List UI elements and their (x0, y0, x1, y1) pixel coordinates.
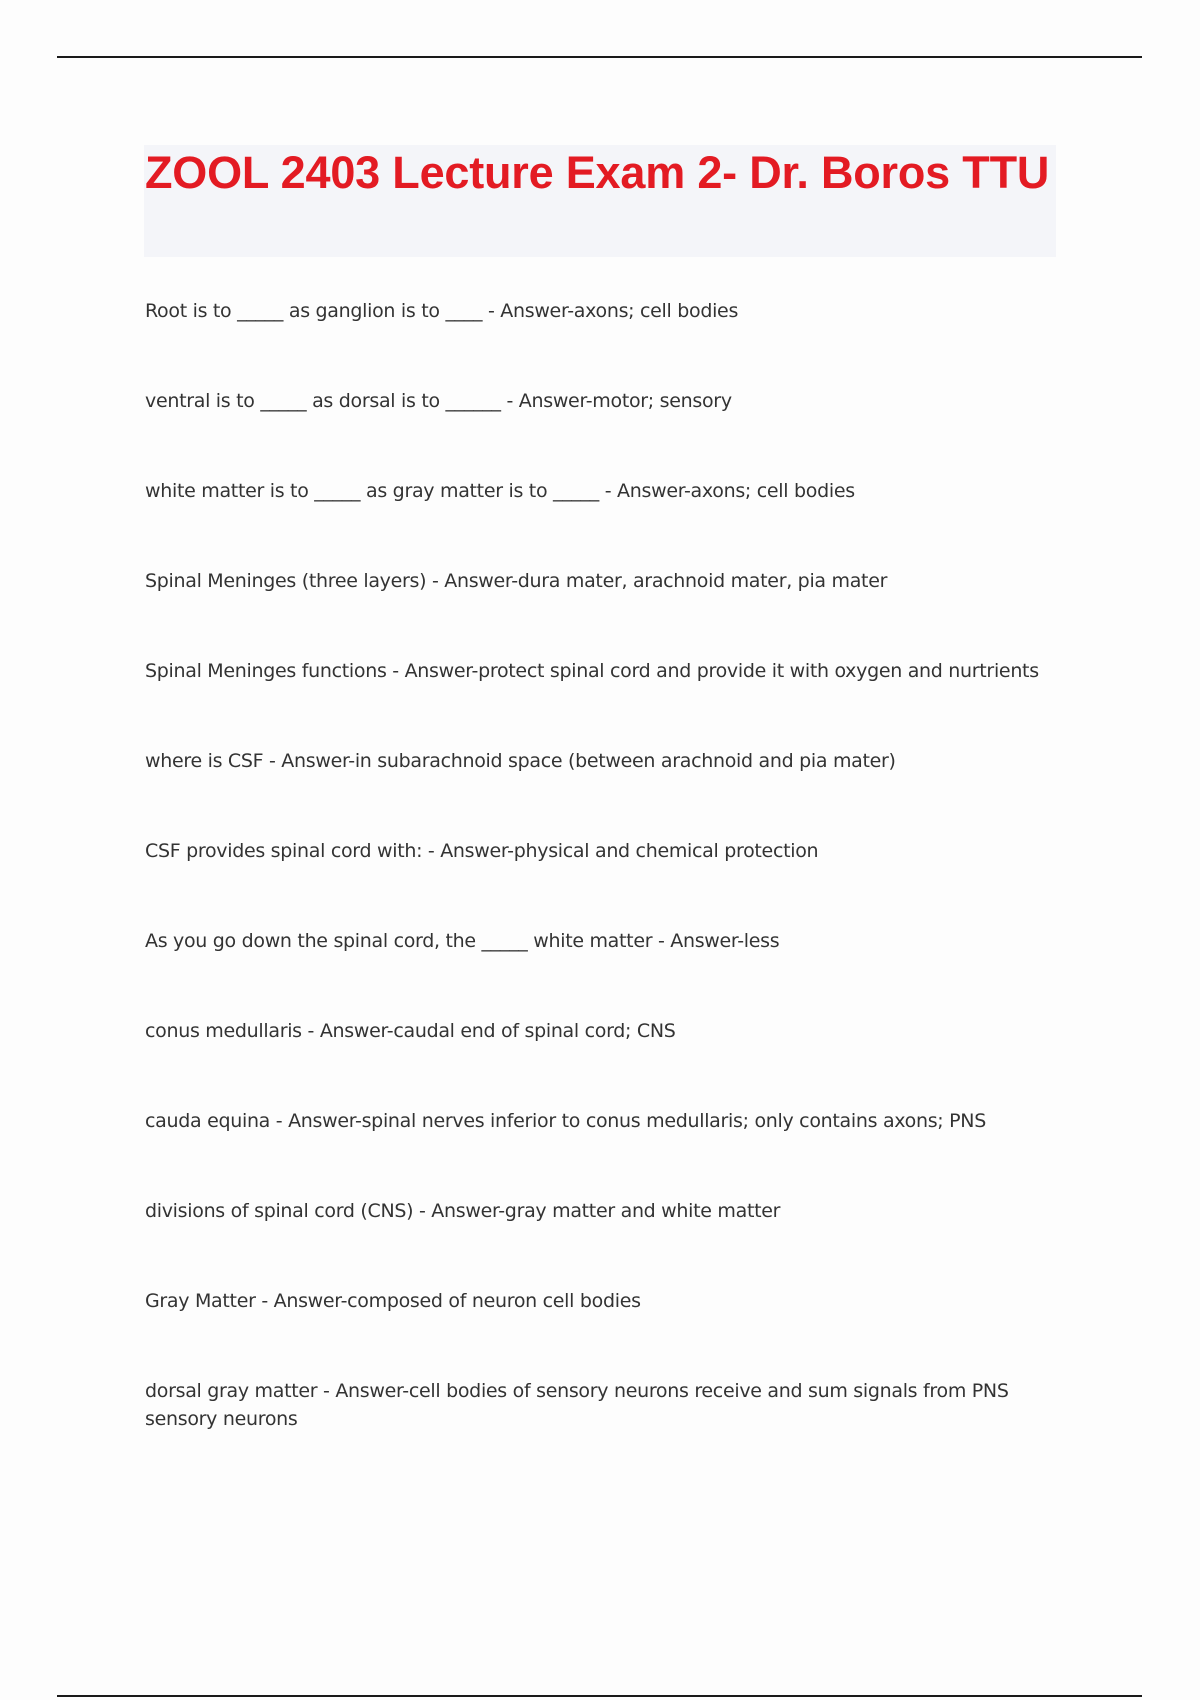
qa-item: dorsal gray matter - Answer-cell bodies of sensory neurons receive and sum signals from PNS sensory neurons (145, 1380, 1009, 1430)
qa-item: Root is to _____ as ganglion is to ____ - Answer-axons; cell bodies (145, 300, 739, 322)
document-title: ZOOL 2403 Lecture Exam 2- Dr. Boros TTU (145, 147, 1050, 198)
header-rule (57, 56, 1142, 58)
qa-item: white matter is to _____ as gray matter is to _____ - Answer-axons; cell bodies (145, 480, 855, 502)
qa-item: ventral is to _____ as dorsal is to ______ - Answer-motor; sensory (145, 390, 732, 412)
qa-item: As you go down the spinal cord, the _____ white matter - Answer-less (145, 930, 780, 952)
qa-item: cauda equina - Answer-spinal nerves inferior to conus medullaris; only contains axons; PNS (145, 1110, 986, 1132)
qa-item: CSF provides spinal cord with: - Answer-physical and chemical protection (145, 840, 819, 862)
title-block (144, 145, 1056, 257)
qa-item: divisions of spinal cord (CNS) - Answer-gray matter and white matter (145, 1200, 781, 1222)
qa-item: Gray Matter - Answer-composed of neuron cell bodies (145, 1290, 641, 1312)
qa-item: Spinal Meninges functions - Answer-protect spinal cord and provide it with oxygen and nurtrients (145, 660, 1039, 682)
qa-item: conus medullaris - Answer-caudal end of spinal cord; CNS (145, 1020, 676, 1042)
footer-rule (57, 1695, 1142, 1697)
qa-item: Spinal Meninges (three layers) - Answer-dura mater, arachnoid mater, pia mater (145, 570, 888, 592)
qa-item: where is CSF - Answer-in subarachnoid space (between arachnoid and pia mater) (145, 750, 896, 772)
qa-list (145, 297, 1065, 1495)
